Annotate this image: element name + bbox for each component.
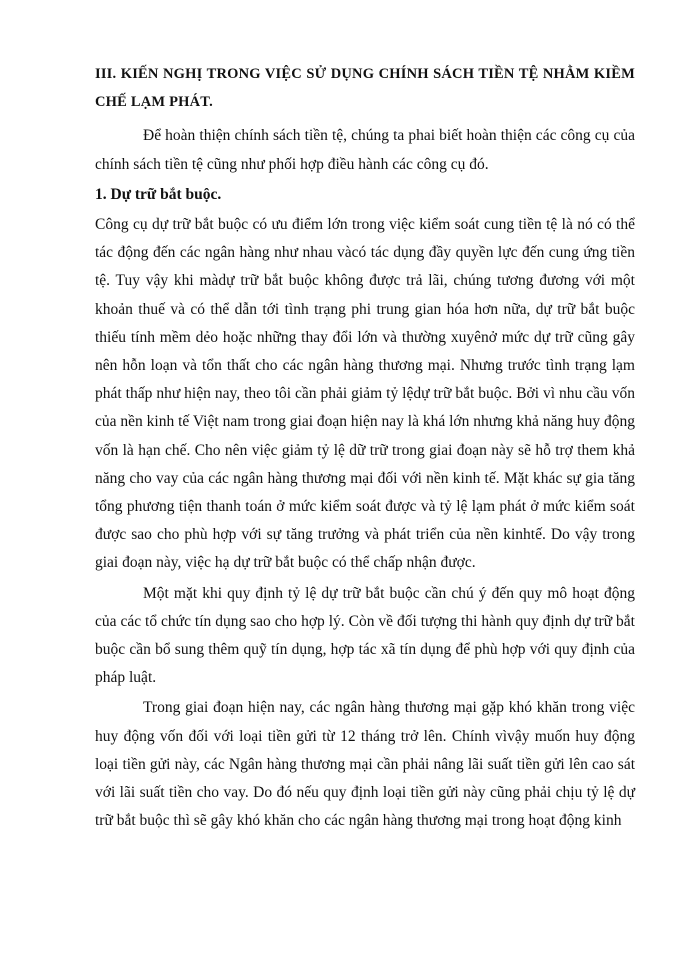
subsection-heading: 1. Dự trữ bắt buộc. [95,185,222,203]
intro-paragraph: Để hoàn thiện chính sách tiền tệ, chúng ta phai biết hoàn thiện các công cụ của chính sách tiền tệ cũng như phối hợp điều hành các công cụ đó. [95,127,635,173]
body-paragraph-2: Một mặt khi quy định tỷ lệ dự trữ bắt buộc cần chú ý đến quy mô hoạt động của các tổ chức tín dụng sao cho hợp lý. Còn về đối tượng thi hành quy định dự trữ bắt buộc cần bổ sung thêm quỹ tín dụng, hợp tác xã tín dụng để phù hợp với quy định của pháp luật. [95,584,635,687]
body-paragraph-1: Công cụ dự trữ bắt buộc có ưu điểm lớn trong việc kiểm soát cung tiền tệ là nó có thể tác động đến các ngân hàng như nhau vàcó tác dụng đầy quyền lực đến cung ứng tiền tệ. Tuy vậy khi màdự trữ bắt buộc không được trả lãi, chúng tương đương với một khoản thuế và có thể dẫn tới tình trạng phi trung gian hóa hơn nữa, dự trữ bắt buộc thiếu tính mềm dẻo hoặc những thay đổi lớn và thường xuyênở mức dự trữ cũng gây nên hỗn loạn và tổn thất cho các ngân hàng thương mại. Nhưng trước tình trạng lạm phát thấp như hiện nay, theo tôi cần phải giảm tỷ lệdự trữ bắt buộc. Bởi vì nhu cầu vốn của nền kinh tế Việt nam trong giai đoạn hiện nay là khá lớn nhưng khả năng huy động vốn là hạn chế. Cho nên việc giảm tỷ lệ dữ trữ trong giai đoạn này sẽ hỗ trợ them khả năng cho vay của các ngân hàng thương mại đối với nền kinh tế. Mặt khác sự gia tăng tổng phương tiện thanh toán ở mức kiểm soát được và tỷ lệ lạm phát ở mức kiểm soát được sao cho phù hợp với sự tăng trưởng và phát triển của nền kinhtế. Do vậy trong giai đoạn này, việc hạ dự trữ bắt buộc có thể chấp nhận được. [95,216,635,572]
body-paragraph-3: Trong giai đoạn hiện nay, các ngân hàng thương mại gặp khó khăn trong việc huy động vốn đối với loại tiền gửi từ 12 tháng trở lên. Chính vìvậy muốn huy động loại tiền gửi này, các Ngân hàng thương mại cần phải nâng lãi suất tiền gửi lên cao sát với lãi suất tiền cho vay. Do đó nếu quy định loại tiền gửi này cũng phải chịu tỷ lệ dự trữ bắt buộc thì sẽ gây khó khăn cho các ngân hàng thương mại trong hoạt động kinh [95,699,635,830]
document-page [95,60,635,835]
section-heading: III. KIẾN NGHỊ TRONG VIỆC SỬ DỤNG CHÍNH SÁCH TIỀN TỆ NHẰM KIỀM CHẾ LẠM PHÁT. [95,66,635,111]
